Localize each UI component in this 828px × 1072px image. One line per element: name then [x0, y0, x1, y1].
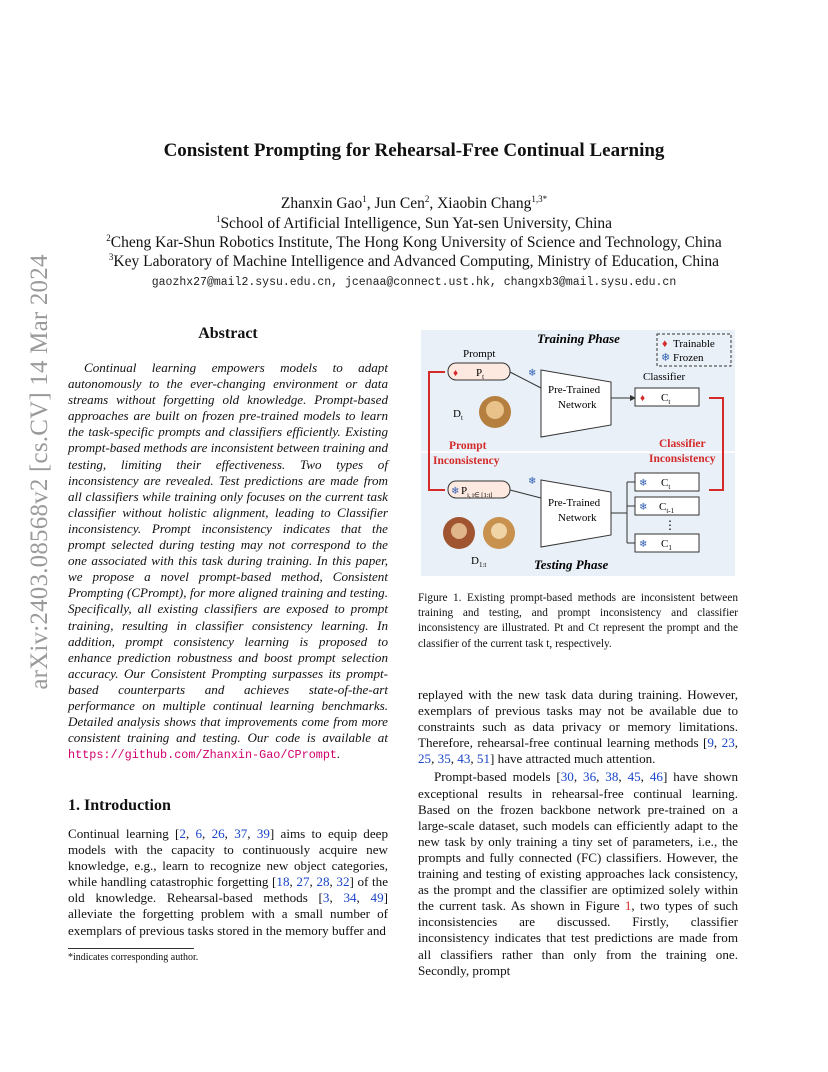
- snowflake-icon: ❄: [639, 478, 648, 489]
- author-emails: gaozhx27@mail2.sysu.edu.cn, jcenaa@connect.ust.hk, changxb3@mail.sysu.edu.cn: [151, 276, 677, 289]
- snowflake-icon: ❄: [661, 352, 671, 364]
- ct-label: $C_t$: [661, 392, 671, 406]
- affiliation-text: Key Laboratory of Machine Intelligence and Advanced Computing, Ministry of Education, China: [113, 253, 720, 271]
- snowflake-icon: ❄: [451, 486, 460, 497]
- d1t-label: $D_{1:t}$: [471, 555, 487, 569]
- prompt-inconsistency-label: Prompt: [449, 440, 487, 452]
- body-text: ] have attracted much attention.: [490, 751, 656, 767]
- dt-label: $D_t$: [453, 408, 463, 422]
- citation-link[interactable]: 37: [234, 826, 248, 841]
- citation-link[interactable]: 3: [322, 890, 330, 906]
- dog-face: [486, 401, 504, 419]
- citation-link[interactable]: 26: [211, 826, 225, 841]
- c1-label: $C_1$: [661, 538, 672, 552]
- citation-link[interactable]: 49: [370, 890, 384, 906]
- affiliation-text: School of Artificial Intelligence, Sun Yat-sen University, China: [220, 215, 613, 233]
- author-sup: 2: [424, 194, 430, 204]
- snowflake-icon: ❄: [528, 476, 537, 487]
- citation-link[interactable]: 45: [627, 769, 641, 785]
- code-link[interactable]: https://github.com/Zhanxin-Gao/CPrompt: [68, 748, 338, 763]
- legend-trainable: Trainable: [673, 338, 715, 350]
- testing-phase-label: Testing Phase: [534, 557, 609, 572]
- figure-1: [421, 330, 735, 576]
- citation-link[interactable]: 23: [721, 735, 735, 751]
- citation-link[interactable]: 2: [179, 826, 186, 841]
- abstract-heading: Abstract: [198, 325, 258, 342]
- section-heading-introduction: 1. Introduction: [68, 797, 171, 814]
- citation-link[interactable]: 27: [296, 874, 310, 890]
- pi-label: $P_{i, i\in [1:t]}$: [461, 485, 493, 499]
- snowflake-icon: ❄: [639, 502, 648, 513]
- citation-link[interactable]: 36: [583, 769, 597, 785]
- author-name: Zhanxin Gao: [280, 195, 363, 213]
- citation-link[interactable]: 6: [195, 826, 203, 841]
- affiliation-text: Cheng Kar-Shun Robotics Institute, The Hong Kong University of Science and Technology, China: [110, 234, 722, 252]
- body-text: , two types of such inconsistencies are discussed. Firstly, classifier inconsistency indicates that test predictions are made from all classifiers rather than only from the training one. Secondly, prompt: [418, 898, 738, 978]
- flame-icon: ♦: [453, 368, 459, 379]
- citation-link[interactable]: 34: [343, 890, 357, 906]
- right-column-text: replayed with the new task data during training. However, exemplars of previous tasks may not be available due to constraints such as data privacy or memory limitations. Therefore, rehearsal-free continual learning methods [9, 23, 25, 35, 43, 51] have attracted much attention. Prompt-based models [30, 36, 38, 45, 46] have shown exceptional results in rehearsal-free continual learning. Based on the frozen backbone network pre-trained on a large-scale dataset, such models can efficiently adapt to the new task by only training a tiny set of parameters, i.e., the prompts and fully connected (FC) classifiers. However, the training and testing of existing approaches lack consistency, as the prompt and the classifier are optimized solely within the current task. As shown in Figure 1, two types of such inconsistencies are discussed. Firstly, classifier inconsistency indicates that test predictions are made from all classifiers rather than only from the training one. Secondly, prompt: [418, 687, 739, 978]
- network-label: Network: [558, 399, 597, 411]
- dog-face: [451, 523, 467, 539]
- body-text: replayed with the new task data during training. However, exemplars of previous tasks may not be available due to constraints such as data privacy or memory limitations. Therefore, rehearsal-free continual learning methods [: [418, 687, 738, 751]
- figure-ref-link[interactable]: 1: [624, 898, 632, 914]
- abstract-text: Continual learning empowers models to adapt autonomously to the ever-changing environment or data streams without forgetting old knowledge. Prompt-based approaches are built on frozen pre-trained models to learn the task-specific prompts and classifiers efficiently. Existing prompt-based methods are inconsistent between training and testing, limiting their effectiveness. Two types of inconsistency are revealed. Test predictions are made from all classifiers while training only focuses on the current task classifier without holistic alignment, leading to Classifier inconsistency. Prompt inconsistency indicates that the prompt selected during testing may not correspond to the one associated with this task during training. In this paper, we propose a novel prompt-based method, Consistent Prompting (CPrompt), for more aligned training and testing. Specifically, all existing classifiers are exposed to prompt training, resulting in classifier consistency learning. In addition, prompt consistency learning is proposed to enhance prediction robustness and boost prompt selection accuracy. Our Consistent Prompting surpasses its prompt-based counterparts and achieves state-of-the-art performance on multiple continual learning benchmarks. Detailed analysis shows that improvements come from more consistent training and testing. Our code is available at: [68, 360, 388, 746]
- author-line: Zhanxin Gao$^1$, Jun Cen$^2$, Xiaobin Chang$^{1,3*}$: [280, 194, 548, 213]
- pt-label: $P_t$: [476, 367, 485, 381]
- citation-link[interactable]: 30: [560, 769, 574, 785]
- training-phase-label: Training Phase: [537, 331, 620, 346]
- affiliation: [60, 252, 768, 271]
- citation-link[interactable]: 9: [707, 735, 714, 751]
- flame-icon: ♦: [662, 338, 668, 350]
- citation-link[interactable]: 35: [437, 751, 451, 767]
- author-name: Jun Cen: [374, 195, 425, 213]
- pretrained-label: Pre-Trained: [548, 384, 601, 396]
- pretrained-label: Pre-Trained: [548, 497, 601, 509]
- citation-link[interactable]: 46: [649, 769, 663, 785]
- intro-text: ] alleviate the forgetting problem with a small number of exemplars of previous tasks stored in the memory buffer and: [68, 890, 388, 938]
- abstract-end: .: [337, 746, 341, 762]
- ct-1-label: $C_{t-1}$: [659, 501, 675, 515]
- legend-frozen: Frozen: [673, 352, 704, 364]
- prompt-inconsistency-label: Inconsistency: [433, 455, 500, 467]
- intro-text: Continual learning [: [68, 826, 180, 841]
- author-name: Xiaobin Chang: [437, 195, 532, 213]
- arxiv-side-label: arXiv:2403.08568v2 [cs.CV] 14 Mar 2024: [26, 254, 53, 690]
- affiliation-sup: 2: [106, 233, 111, 243]
- abstract-body: [68, 360, 388, 763]
- snowflake-icon: ❄: [528, 368, 537, 379]
- citation-link[interactable]: 32: [336, 874, 350, 890]
- affiliation-sup: 3: [108, 252, 114, 262]
- citation-link[interactable]: 43: [457, 751, 471, 767]
- affiliation: [60, 214, 768, 233]
- author-sup: 1,3*: [531, 194, 548, 204]
- classifier-inconsistency-label: Inconsistency: [649, 453, 716, 465]
- flame-icon: ♦: [640, 393, 646, 404]
- classifier-label: Classifier: [643, 371, 686, 383]
- citation-link[interactable]: 51: [476, 751, 491, 767]
- affiliation: [60, 233, 768, 252]
- footnote-rule: [68, 948, 194, 949]
- body-text: ] have shown exceptional results in rehearsal-free continual learning. Based on the frozen backbone network pre-trained on a large-scale dataset, such models can efficiently adapt to the new task by only training a tiny set of parameters, i.e., the prompts and fully connected (FC) classifiers. However, the training and testing of existing approaches lack consistency, as the prompt and the classifier are optimized solely within the current task. As shown in Figure: [418, 769, 739, 914]
- citation-link[interactable]: 25: [418, 751, 432, 767]
- affiliation-sup: 1: [215, 214, 221, 224]
- author-sup: 1: [362, 194, 367, 204]
- citation-link[interactable]: 18: [276, 874, 290, 890]
- ct-label: $C_t$: [661, 477, 671, 491]
- prompt-label: Prompt: [463, 348, 496, 360]
- dog-face: [491, 523, 507, 539]
- intro-text: ] of the old knowledge. Rehearsal-based methods [: [68, 874, 389, 906]
- paper-title: Consistent Prompting for Rehearsal-Free Continual Learning: [163, 140, 665, 161]
- citation-link[interactable]: 38: [605, 769, 619, 785]
- citation-link[interactable]: 28: [316, 874, 330, 890]
- citation-link[interactable]: 39: [256, 826, 270, 841]
- body-text: Prompt-based models [: [434, 769, 561, 785]
- figure-caption: Figure 1. Existing prompt-based methods are inconsistent between training and testing, and prompt inconsistency and classifier inconsistency are illustrated. Pt and Ct represent the prompt and the classifier of the current task t, respectively.: [418, 592, 738, 650]
- classifier-inconsistency-label: Classifier: [659, 438, 706, 450]
- ellipsis-dots: ⋮: [664, 518, 676, 532]
- intro-paragraph: Continual learning [2, 6, 26, 37, 39] aims to equip deep models with the capacity to continuously acquire new knowledge, e.g., learn to recognize new object categories, while handling catastrophic forgetting [18, 27, 28, 32] of the old knowledge. Rehearsal-based methods [3, 34, 49] alleviate the forgetting problem with a small number of exemplars of previous tasks stored in the memory buffer and: [68, 826, 389, 938]
- footnote: *indicates corresponding author.: [68, 952, 199, 963]
- network-label: Network: [558, 512, 597, 524]
- snowflake-icon: ❄: [639, 539, 648, 550]
- intro-text: ] aims to equip deep models with the capacity to continuously acquire new knowledge, e.g., learn to recognize new object categories, while handling catastrophic forgetting [: [68, 826, 389, 890]
